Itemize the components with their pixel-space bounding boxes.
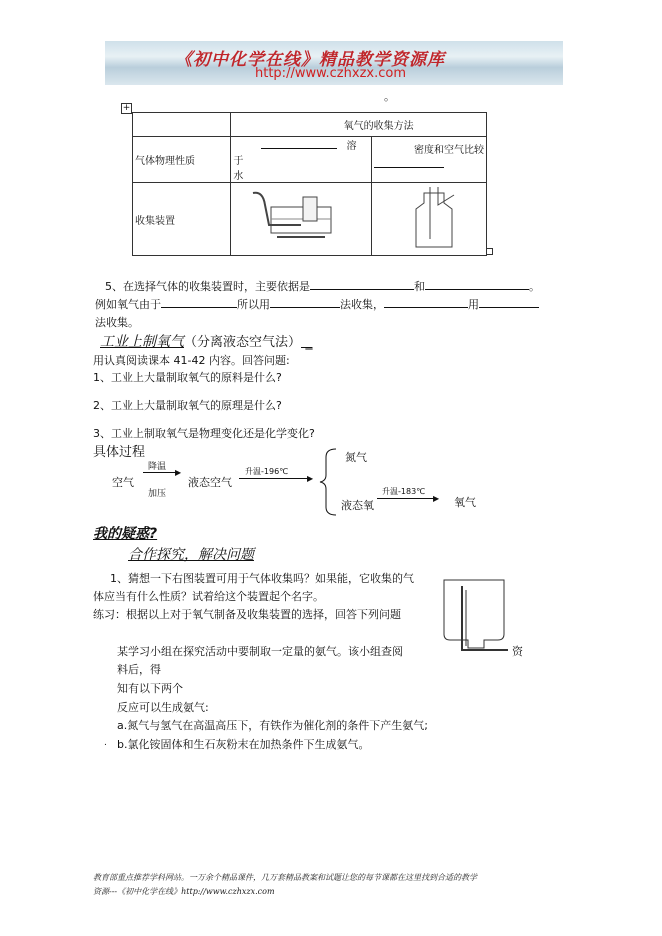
water-trough-icon <box>233 185 363 251</box>
table-handle-icon[interactable]: + <box>122 103 131 113</box>
liquid-oxygen-label: 液态氧 <box>341 499 374 512</box>
pressure-label: 加压 <box>148 489 167 499</box>
ammonia-line4: 反应可以生成氨气: <box>117 701 209 714</box>
arrow <box>143 472 177 473</box>
heat2-label: 升温-183℃ <box>382 487 426 496</box>
ammonia-line1: 某学习小组在探究活动中要制取一定量的氨气。该小组查阅 <box>117 645 403 658</box>
liquid-air-label: 液态空气 <box>188 476 232 489</box>
arrow-head-icon: ▶ <box>175 468 182 477</box>
footer-line1: 教育部重点推荐学科网站。一万余个精品课件，几万套精品教案和试题让您的每节课都在这里找到合适的教学 <box>93 873 477 882</box>
arrow-head-icon: ▶ <box>433 494 440 503</box>
banner-title: 《初中化学在线》精品教学资源库 <box>175 50 445 70</box>
blank[interactable] <box>261 137 337 149</box>
ammonia-line2: 料后，得 <box>117 663 161 676</box>
blank[interactable] <box>384 296 468 308</box>
q5-line1: 5、在选择气体的收集装置时，主要依据是 和 。 <box>105 280 540 293</box>
doubt-heading: 我的疑惑? <box>93 526 158 542</box>
explore-p1-line1: 1、猜想一下右图装置可用于气体收集吗？如果能，它收集的气 <box>110 572 414 585</box>
practice-line: 练习：根据以上对于氧气制备及收集装置的选择，回答下列问题 <box>93 608 401 621</box>
nitrogen-label: 氮气 <box>345 451 367 464</box>
blank[interactable] <box>310 278 414 290</box>
industry-q1: 1、工业上大量制取氧气的原料是什么? <box>93 371 282 384</box>
arrow <box>377 498 435 499</box>
industry-intro: 用认真阅读课本 41-42 内容。回答问题: <box>93 354 290 367</box>
brace-icon <box>318 447 338 517</box>
row1-label: 气体物理性质 <box>133 137 231 183</box>
blank[interactable] <box>374 156 444 168</box>
oxygen-collection-table <box>132 112 487 256</box>
bottle-apparatus <box>372 183 487 256</box>
industry-q3: 3、工业上制取氧气是物理变化还是化学变化? <box>93 427 315 440</box>
industry-heading: 工业上制氧气（分离液态空气法） _ <box>100 334 313 350</box>
blank[interactable] <box>161 296 237 308</box>
row1-cell2: 密度和空气比较 <box>372 137 487 183</box>
table-header: 氧气的收集方法 <box>231 113 487 137</box>
process-title: 具体过程 <box>93 445 146 460</box>
table-resize-icon[interactable] <box>486 248 493 255</box>
reaction-a: a.氮气与氢气在高温高压下，有铁作为催化剂的条件下产生氨气; <box>117 719 428 732</box>
industry-q2: 2、工业上大量制取氧气的原理是什么? <box>93 399 282 412</box>
blank[interactable] <box>270 296 340 308</box>
ammonia-line1-end: 资 <box>512 645 523 658</box>
blank[interactable] <box>425 278 529 290</box>
arrow-head-icon: ▶ <box>307 474 314 483</box>
row2-label: 收集装置 <box>133 183 231 256</box>
bullet-icon: . <box>104 738 107 748</box>
header-banner <box>105 41 563 85</box>
heat1-label: 升温-196℃ <box>245 467 289 476</box>
water-displacement-apparatus <box>231 183 372 256</box>
reaction-b: b.氯化铵固体和生石灰粉末在加热条件下生成氨气。 <box>117 738 370 751</box>
row1-cell1: 溶 于 水 <box>231 137 372 183</box>
footer-line2: 资源---《初中化学在线》http://www.czhxzx.com <box>93 887 275 896</box>
q5-line2: 例如氧气由于 所以用 法收集， 用 <box>95 296 539 312</box>
arrow <box>239 478 309 479</box>
blank[interactable] <box>479 296 539 308</box>
oxygen-label: 氧气 <box>454 496 476 509</box>
q5-line3: 法收集。 <box>95 316 139 329</box>
air-label: 空气 <box>112 476 134 489</box>
inverted-bottle-icon <box>440 576 510 656</box>
gas-bottle-icon <box>374 185 484 251</box>
explore-p1-line2: 体应当有什么性质？试着给这个装置起个名字。 <box>93 590 324 603</box>
banner-url[interactable]: http://www.czhxzx.com <box>255 66 406 81</box>
coop-heading: 合作探究，解决问题 <box>128 547 254 563</box>
period-mark: 。 <box>384 90 395 103</box>
cool-label: 降温 <box>148 462 167 472</box>
ammonia-line3: 知有以下两个 <box>117 682 183 695</box>
